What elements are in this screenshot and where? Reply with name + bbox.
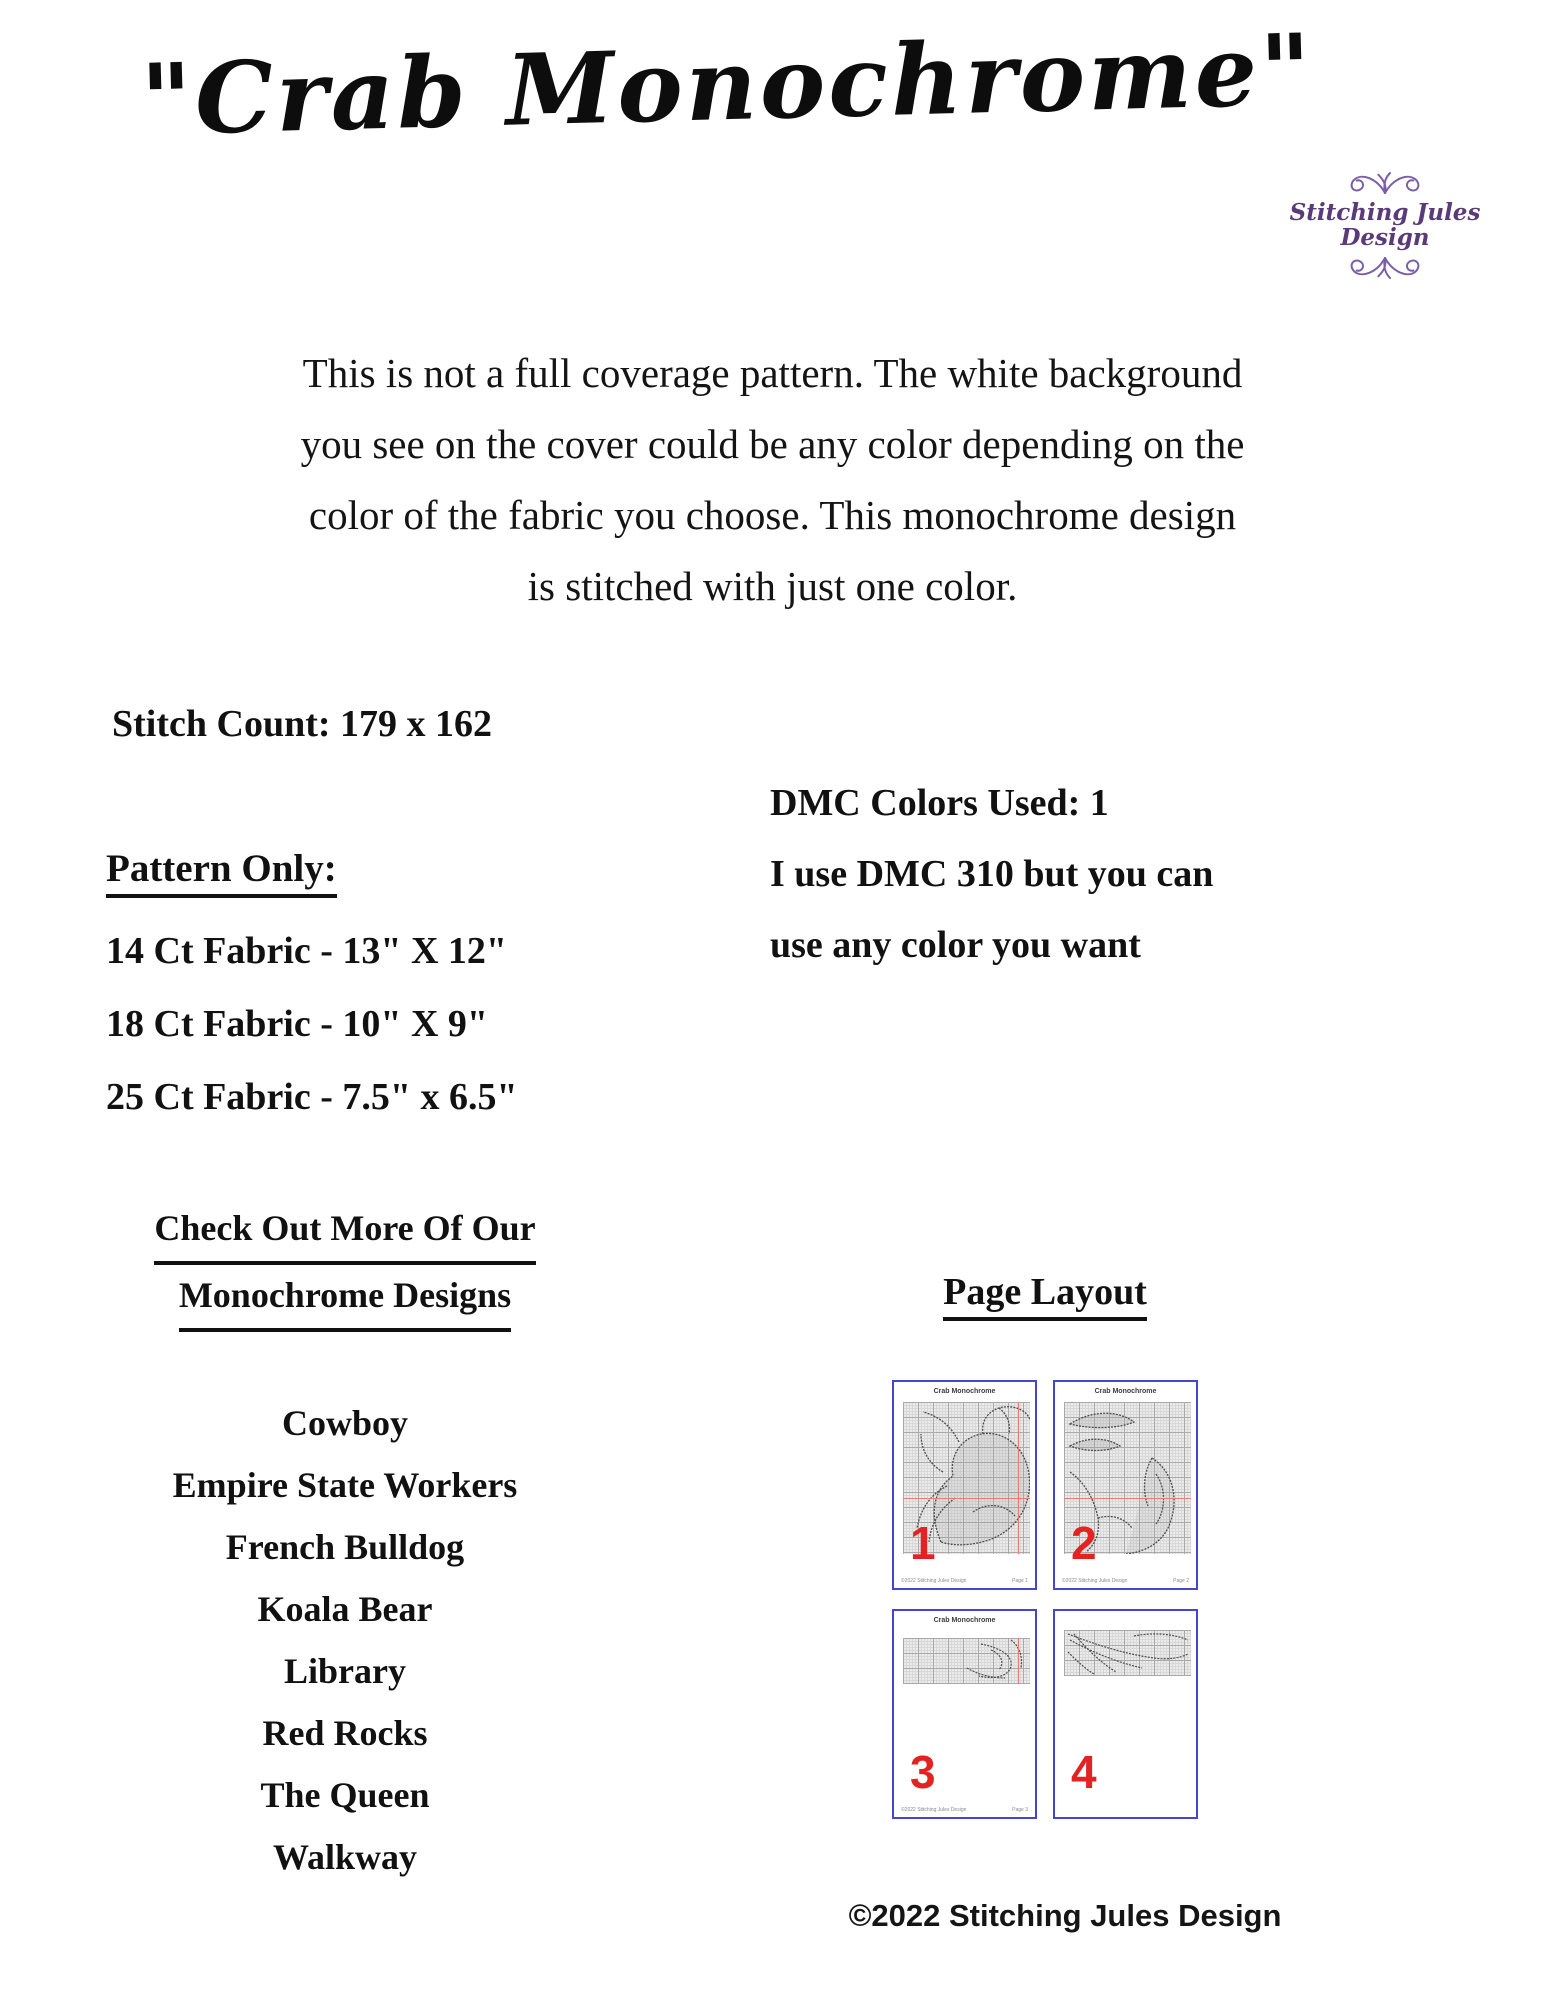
intro-line: color of the fabric you choose. This monochrome design <box>308 492 1237 538</box>
stitch-grid-preview <box>903 1638 1030 1684</box>
dmc-line: DMC Colors Used: 1 <box>770 782 1109 824</box>
fabric-size-item: 25 Ct Fabric - 7.5" x 6.5" <box>106 1076 518 1118</box>
stitch-grid-preview <box>1064 1630 1191 1676</box>
dmc-line: I use DMC 310 but you can <box>770 853 1214 895</box>
list-item: Walkway <box>272 1837 418 1877</box>
thumbnail-title: Crab Monochrome <box>933 1388 996 1395</box>
page-thumbnail-2 <box>1053 1380 1198 1590</box>
flourish-icon <box>1326 168 1444 198</box>
list-item: French Bulldog <box>225 1527 465 1567</box>
list-item: Red Rocks <box>262 1713 428 1753</box>
fabric-size-item: 18 Ct Fabric - 10" X 9" <box>106 1003 489 1045</box>
list-item: Library <box>284 1651 406 1691</box>
center-line-horizontal <box>903 1498 1030 1499</box>
page-thumbnail-3 <box>892 1609 1037 1819</box>
fabric-size-item: 14 Ct Fabric - 13" X 12" <box>106 930 508 972</box>
page-layout-heading: Page Layout <box>843 1270 1247 1321</box>
page-number: 2 <box>1071 1517 1097 1569</box>
page-thumbnail-4 <box>1053 1609 1198 1819</box>
thumbnail-title: Crab Monochrome <box>933 1617 996 1624</box>
crab-pattern-legs-icon <box>1064 1630 1191 1676</box>
brand-name: Stitching Jules Design <box>1289 199 1481 252</box>
stitch-count: Stitch Count: 179 x 162 <box>112 703 493 745</box>
more-designs-heading: Check Out More Of Our Monochrome Designs <box>70 1198 620 1332</box>
flourish-icon <box>1326 253 1444 283</box>
page-title: "Crab Monochrome" <box>139 12 1316 159</box>
list-item: Koala Bear <box>257 1589 433 1629</box>
intro-line: is stitched with just one color. <box>527 563 1018 609</box>
thumbnail-title: Crab Monochrome <box>1094 1388 1157 1395</box>
dmc-line: use any color you want <box>770 924 1141 966</box>
page-number: 1 <box>910 1517 936 1569</box>
pattern-only-heading: Pattern Only: <box>106 846 337 898</box>
thumbnail-footer: ©2022 Stitching Jules Design Page 1 <box>901 1578 1028 1584</box>
design-list <box>70 1392 620 1888</box>
page-thumbnail-1 <box>892 1380 1037 1590</box>
intro-line: you see on the cover could be any color depending on the <box>300 421 1245 467</box>
brand-logo <box>1278 168 1492 283</box>
center-line-vertical <box>1018 1638 1019 1684</box>
crab-pattern-edge-icon <box>903 1638 1030 1684</box>
intro-line: This is not a full coverage pattern. The white background <box>302 350 1243 396</box>
copyright-footer: ©2022 Stitching Jules Design <box>848 1898 1282 1933</box>
list-item: Cowboy <box>281 1403 409 1443</box>
list-item: The Queen <box>260 1775 430 1815</box>
dmc-colors-block <box>770 768 1213 981</box>
center-line-horizontal <box>1064 1498 1191 1499</box>
fabric-size-list <box>106 915 518 1134</box>
center-line-vertical <box>1018 1402 1019 1554</box>
intro-paragraph <box>0 338 1545 622</box>
page-number: 3 <box>910 1746 936 1798</box>
list-item: Empire State Workers <box>172 1465 518 1505</box>
thumbnail-footer: ©2022 Stitching Jules Design Page 2 <box>1062 1578 1189 1584</box>
page-number: 4 <box>1071 1746 1097 1798</box>
thumbnail-footer: ©2022 Stitching Jules Design Page 3 <box>901 1807 1028 1813</box>
